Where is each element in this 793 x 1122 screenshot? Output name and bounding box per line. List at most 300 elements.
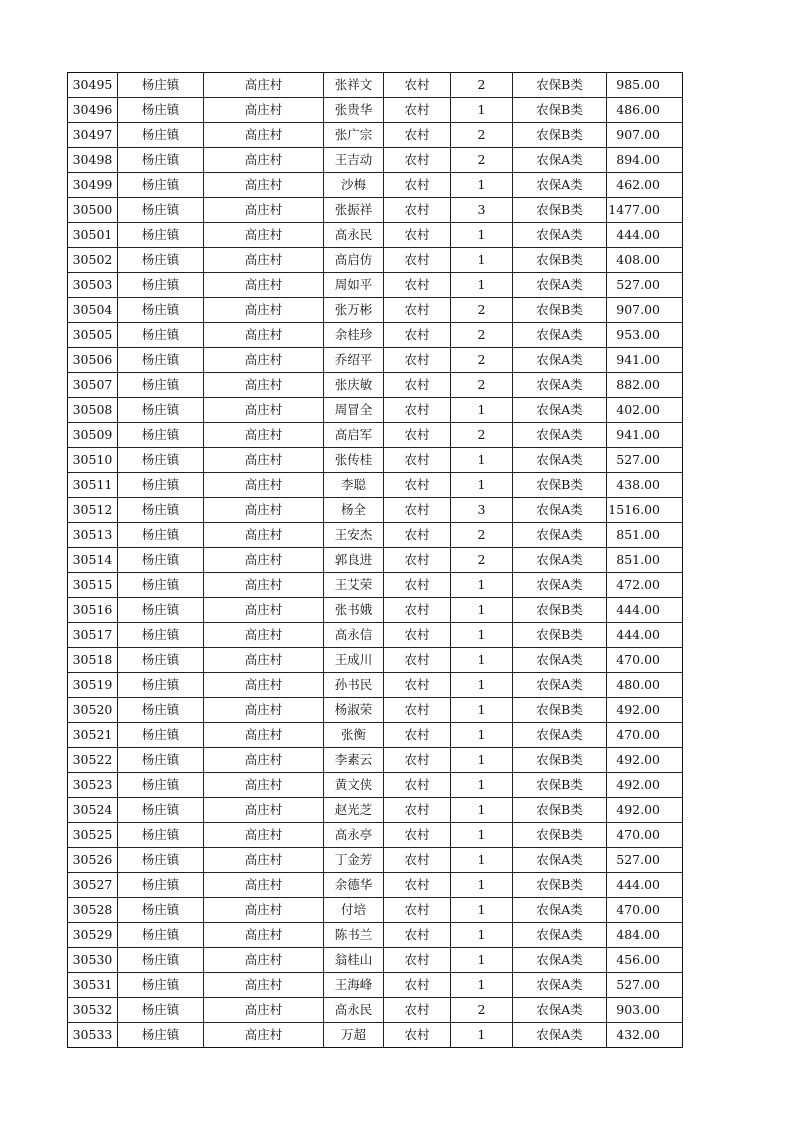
amount-cell: 1516.00 [607, 498, 683, 523]
category-cell: 农保B类 [513, 873, 607, 898]
record-id-cell: 30522 [68, 748, 118, 773]
table-row [68, 1023, 683, 1048]
count-cell: 1 [451, 598, 513, 623]
count-cell: 1 [451, 823, 513, 848]
count-cell: 1 [451, 748, 513, 773]
record-id-cell: 30519 [68, 673, 118, 698]
area-type-cell: 农村 [384, 273, 451, 298]
village-cell: 高庄村 [204, 373, 324, 398]
count-cell: 1 [451, 973, 513, 998]
count-cell: 1 [451, 1023, 513, 1048]
name-cell: 张衡 [324, 723, 384, 748]
town-cell: 杨庄镇 [118, 323, 204, 348]
town-cell: 杨庄镇 [118, 173, 204, 198]
table-row [68, 898, 683, 923]
table-row [68, 948, 683, 973]
area-type-cell: 农村 [384, 798, 451, 823]
category-cell: 农保B类 [513, 123, 607, 148]
record-id-cell: 30504 [68, 298, 118, 323]
table-row [68, 298, 683, 323]
category-cell: 农保A类 [513, 448, 607, 473]
count-cell: 2 [451, 73, 513, 98]
record-id-cell: 30495 [68, 73, 118, 98]
amount-cell: 462.00 [607, 173, 683, 198]
name-cell: 万超 [324, 1023, 384, 1048]
count-cell: 2 [451, 148, 513, 173]
record-id-cell: 30501 [68, 223, 118, 248]
count-cell: 2 [451, 523, 513, 548]
village-cell: 高庄村 [204, 698, 324, 723]
name-cell: 沙梅 [324, 173, 384, 198]
table-row [68, 398, 683, 423]
area-type-cell: 农村 [384, 923, 451, 948]
amount-cell: 486.00 [607, 98, 683, 123]
town-cell: 杨庄镇 [118, 498, 204, 523]
amount-cell: 527.00 [607, 848, 683, 873]
record-id-cell: 30498 [68, 148, 118, 173]
area-type-cell: 农村 [384, 423, 451, 448]
village-cell: 高庄村 [204, 173, 324, 198]
table-row [68, 873, 683, 898]
category-cell: 农保A类 [513, 498, 607, 523]
record-id-cell: 30518 [68, 648, 118, 673]
area-type-cell: 农村 [384, 448, 451, 473]
amount-cell: 882.00 [607, 373, 683, 398]
village-cell: 高庄村 [204, 948, 324, 973]
table-row [68, 273, 683, 298]
table-row [68, 923, 683, 948]
count-cell: 1 [451, 173, 513, 198]
town-cell: 杨庄镇 [118, 823, 204, 848]
count-cell: 1 [451, 698, 513, 723]
name-cell: 王海峰 [324, 973, 384, 998]
village-cell: 高庄村 [204, 548, 324, 573]
table-row [68, 548, 683, 573]
area-type-cell: 农村 [384, 773, 451, 798]
village-cell: 高庄村 [204, 148, 324, 173]
amount-cell: 432.00 [607, 1023, 683, 1048]
area-type-cell: 农村 [384, 348, 451, 373]
town-cell: 杨庄镇 [118, 898, 204, 923]
name-cell: 余桂珍 [324, 323, 384, 348]
village-cell: 高庄村 [204, 998, 324, 1023]
table-row [68, 473, 683, 498]
table-row [68, 423, 683, 448]
record-id-cell: 30531 [68, 973, 118, 998]
town-cell: 杨庄镇 [118, 748, 204, 773]
category-cell: 农保A类 [513, 348, 607, 373]
village-cell: 高庄村 [204, 473, 324, 498]
name-cell: 张贵华 [324, 98, 384, 123]
record-id-cell: 30514 [68, 548, 118, 573]
amount-cell: 527.00 [607, 973, 683, 998]
area-type-cell: 农村 [384, 698, 451, 723]
count-cell: 1 [451, 573, 513, 598]
record-id-cell: 30532 [68, 998, 118, 1023]
amount-cell: 492.00 [607, 748, 683, 773]
town-cell: 杨庄镇 [118, 198, 204, 223]
table-row [68, 723, 683, 748]
amount-cell: 480.00 [607, 673, 683, 698]
table-row [68, 573, 683, 598]
village-cell: 高庄村 [204, 73, 324, 98]
count-cell: 3 [451, 198, 513, 223]
data-table [67, 72, 683, 1048]
category-cell: 农保A类 [513, 323, 607, 348]
town-cell: 杨庄镇 [118, 873, 204, 898]
area-type-cell: 农村 [384, 898, 451, 923]
name-cell: 张庆敏 [324, 373, 384, 398]
town-cell: 杨庄镇 [118, 648, 204, 673]
count-cell: 2 [451, 548, 513, 573]
count-cell: 1 [451, 798, 513, 823]
name-cell: 张振祥 [324, 198, 384, 223]
record-id-cell: 30533 [68, 1023, 118, 1048]
amount-cell: 903.00 [607, 998, 683, 1023]
category-cell: 农保B类 [513, 623, 607, 648]
count-cell: 1 [451, 948, 513, 973]
village-cell: 高庄村 [204, 123, 324, 148]
town-cell: 杨庄镇 [118, 248, 204, 273]
category-cell: 农保A类 [513, 723, 607, 748]
name-cell: 杨淑荣 [324, 698, 384, 723]
area-type-cell: 农村 [384, 473, 451, 498]
record-id-cell: 30499 [68, 173, 118, 198]
table-row [68, 98, 683, 123]
category-cell: 农保A类 [513, 373, 607, 398]
area-type-cell: 农村 [384, 998, 451, 1023]
amount-cell: 438.00 [607, 473, 683, 498]
amount-cell: 1477.00 [607, 198, 683, 223]
record-id-cell: 30530 [68, 948, 118, 973]
count-cell: 1 [451, 873, 513, 898]
town-cell: 杨庄镇 [118, 423, 204, 448]
town-cell: 杨庄镇 [118, 848, 204, 873]
area-type-cell: 农村 [384, 173, 451, 198]
name-cell: 周冒全 [324, 398, 384, 423]
village-cell: 高庄村 [204, 848, 324, 873]
category-cell: 农保B类 [513, 598, 607, 623]
town-cell: 杨庄镇 [118, 948, 204, 973]
table-row [68, 623, 683, 648]
record-id-cell: 30510 [68, 448, 118, 473]
table-row [68, 748, 683, 773]
category-cell: 农保A类 [513, 223, 607, 248]
record-id-cell: 30524 [68, 798, 118, 823]
town-cell: 杨庄镇 [118, 223, 204, 248]
name-cell: 赵光芝 [324, 798, 384, 823]
table-row [68, 498, 683, 523]
category-cell: 农保A类 [513, 673, 607, 698]
town-cell: 杨庄镇 [118, 623, 204, 648]
name-cell: 王吉动 [324, 148, 384, 173]
amount-cell: 472.00 [607, 573, 683, 598]
area-type-cell: 农村 [384, 73, 451, 98]
amount-cell: 894.00 [607, 148, 683, 173]
record-id-cell: 30509 [68, 423, 118, 448]
amount-cell: 907.00 [607, 298, 683, 323]
village-cell: 高庄村 [204, 323, 324, 348]
record-id-cell: 30505 [68, 323, 118, 348]
category-cell: 农保A类 [513, 548, 607, 573]
table-row [68, 598, 683, 623]
town-cell: 杨庄镇 [118, 798, 204, 823]
category-cell: 农保A类 [513, 848, 607, 873]
amount-cell: 444.00 [607, 873, 683, 898]
name-cell: 张传桂 [324, 448, 384, 473]
count-cell: 1 [451, 248, 513, 273]
record-id-cell: 30512 [68, 498, 118, 523]
area-type-cell: 农村 [384, 823, 451, 848]
record-id-cell: 30500 [68, 198, 118, 223]
village-cell: 高庄村 [204, 448, 324, 473]
amount-cell: 985.00 [607, 73, 683, 98]
amount-cell: 444.00 [607, 598, 683, 623]
record-id-cell: 30508 [68, 398, 118, 423]
area-type-cell: 农村 [384, 548, 451, 573]
village-cell: 高庄村 [204, 573, 324, 598]
amount-cell: 402.00 [607, 398, 683, 423]
record-id-cell: 30515 [68, 573, 118, 598]
town-cell: 杨庄镇 [118, 73, 204, 98]
category-cell: 农保A类 [513, 973, 607, 998]
village-cell: 高庄村 [204, 248, 324, 273]
count-cell: 1 [451, 923, 513, 948]
category-cell: 农保B类 [513, 698, 607, 723]
area-type-cell: 农村 [384, 673, 451, 698]
area-type-cell: 农村 [384, 198, 451, 223]
category-cell: 农保B类 [513, 823, 607, 848]
area-type-cell: 农村 [384, 723, 451, 748]
category-cell: 农保A类 [513, 273, 607, 298]
table-row [68, 373, 683, 398]
village-cell: 高庄村 [204, 223, 324, 248]
table-row [68, 73, 683, 98]
count-cell: 1 [451, 898, 513, 923]
name-cell: 高永信 [324, 623, 384, 648]
area-type-cell: 农村 [384, 948, 451, 973]
area-type-cell: 农村 [384, 373, 451, 398]
area-type-cell: 农村 [384, 498, 451, 523]
record-id-cell: 30525 [68, 823, 118, 848]
area-type-cell: 农村 [384, 298, 451, 323]
record-id-cell: 30511 [68, 473, 118, 498]
village-cell: 高庄村 [204, 423, 324, 448]
amount-cell: 907.00 [607, 123, 683, 148]
record-id-cell: 30497 [68, 123, 118, 148]
record-id-cell: 30516 [68, 598, 118, 623]
town-cell: 杨庄镇 [118, 598, 204, 623]
table-row [68, 323, 683, 348]
table-row [68, 448, 683, 473]
town-cell: 杨庄镇 [118, 1023, 204, 1048]
amount-cell: 470.00 [607, 723, 683, 748]
town-cell: 杨庄镇 [118, 573, 204, 598]
table-row [68, 148, 683, 173]
name-cell: 张广宗 [324, 123, 384, 148]
category-cell: 农保A类 [513, 998, 607, 1023]
count-cell: 1 [451, 98, 513, 123]
table-row [68, 823, 683, 848]
table-row [68, 848, 683, 873]
area-type-cell: 农村 [384, 848, 451, 873]
name-cell: 李素云 [324, 748, 384, 773]
count-cell: 1 [451, 848, 513, 873]
name-cell: 王安杰 [324, 523, 384, 548]
count-cell: 1 [451, 273, 513, 298]
count-cell: 1 [451, 673, 513, 698]
record-id-cell: 30513 [68, 523, 118, 548]
amount-cell: 444.00 [607, 623, 683, 648]
amount-cell: 470.00 [607, 648, 683, 673]
table-body [68, 73, 683, 1048]
area-type-cell: 农村 [384, 1023, 451, 1048]
name-cell: 周如平 [324, 273, 384, 298]
town-cell: 杨庄镇 [118, 473, 204, 498]
area-type-cell: 农村 [384, 523, 451, 548]
town-cell: 杨庄镇 [118, 298, 204, 323]
area-type-cell: 农村 [384, 323, 451, 348]
town-cell: 杨庄镇 [118, 123, 204, 148]
table-row [68, 248, 683, 273]
table-row [68, 123, 683, 148]
count-cell: 1 [451, 773, 513, 798]
table-row [68, 798, 683, 823]
count-cell: 1 [451, 473, 513, 498]
record-id-cell: 30527 [68, 873, 118, 898]
count-cell: 1 [451, 648, 513, 673]
village-cell: 高庄村 [204, 98, 324, 123]
village-cell: 高庄村 [204, 873, 324, 898]
area-type-cell: 农村 [384, 98, 451, 123]
amount-cell: 527.00 [607, 273, 683, 298]
name-cell: 翁桂山 [324, 948, 384, 973]
name-cell: 张书娥 [324, 598, 384, 623]
amount-cell: 456.00 [607, 948, 683, 973]
town-cell: 杨庄镇 [118, 548, 204, 573]
count-cell: 2 [451, 123, 513, 148]
record-id-cell: 30523 [68, 773, 118, 798]
area-type-cell: 农村 [384, 748, 451, 773]
village-cell: 高庄村 [204, 198, 324, 223]
name-cell: 孙书民 [324, 673, 384, 698]
count-cell: 1 [451, 223, 513, 248]
area-type-cell: 农村 [384, 223, 451, 248]
record-id-cell: 30526 [68, 848, 118, 873]
village-cell: 高庄村 [204, 273, 324, 298]
area-type-cell: 农村 [384, 398, 451, 423]
name-cell: 李聪 [324, 473, 384, 498]
table-row [68, 698, 683, 723]
name-cell: 黄文侠 [324, 773, 384, 798]
village-cell: 高庄村 [204, 923, 324, 948]
amount-cell: 484.00 [607, 923, 683, 948]
town-cell: 杨庄镇 [118, 723, 204, 748]
town-cell: 杨庄镇 [118, 273, 204, 298]
amount-cell: 492.00 [607, 773, 683, 798]
village-cell: 高庄村 [204, 298, 324, 323]
name-cell: 丁金芳 [324, 848, 384, 873]
area-type-cell: 农村 [384, 873, 451, 898]
town-cell: 杨庄镇 [118, 98, 204, 123]
count-cell: 3 [451, 498, 513, 523]
count-cell: 2 [451, 323, 513, 348]
table-row [68, 348, 683, 373]
village-cell: 高庄村 [204, 523, 324, 548]
count-cell: 2 [451, 373, 513, 398]
table-row [68, 648, 683, 673]
record-id-cell: 30529 [68, 923, 118, 948]
category-cell: 农保B类 [513, 198, 607, 223]
village-cell: 高庄村 [204, 348, 324, 373]
name-cell: 高永民 [324, 223, 384, 248]
town-cell: 杨庄镇 [118, 923, 204, 948]
count-cell: 1 [451, 723, 513, 748]
amount-cell: 953.00 [607, 323, 683, 348]
category-cell: 农保A类 [513, 148, 607, 173]
category-cell: 农保B类 [513, 773, 607, 798]
category-cell: 农保A类 [513, 1023, 607, 1048]
category-cell: 农保B类 [513, 748, 607, 773]
count-cell: 2 [451, 423, 513, 448]
village-cell: 高庄村 [204, 773, 324, 798]
category-cell: 农保A类 [513, 948, 607, 973]
village-cell: 高庄村 [204, 648, 324, 673]
record-id-cell: 30503 [68, 273, 118, 298]
name-cell: 高启军 [324, 423, 384, 448]
area-type-cell: 农村 [384, 598, 451, 623]
count-cell: 1 [451, 448, 513, 473]
village-cell: 高庄村 [204, 673, 324, 698]
record-id-cell: 30507 [68, 373, 118, 398]
town-cell: 杨庄镇 [118, 148, 204, 173]
area-type-cell: 农村 [384, 573, 451, 598]
amount-cell: 492.00 [607, 798, 683, 823]
category-cell: 农保A类 [513, 398, 607, 423]
town-cell: 杨庄镇 [118, 973, 204, 998]
town-cell: 杨庄镇 [118, 998, 204, 1023]
town-cell: 杨庄镇 [118, 398, 204, 423]
amount-cell: 851.00 [607, 548, 683, 573]
village-cell: 高庄村 [204, 623, 324, 648]
category-cell: 农保B类 [513, 473, 607, 498]
village-cell: 高庄村 [204, 723, 324, 748]
area-type-cell: 农村 [384, 973, 451, 998]
record-id-cell: 30528 [68, 898, 118, 923]
record-id-cell: 30521 [68, 723, 118, 748]
name-cell: 王艾荣 [324, 573, 384, 598]
count-cell: 1 [451, 623, 513, 648]
name-cell: 高永民 [324, 998, 384, 1023]
category-cell: 农保A类 [513, 423, 607, 448]
amount-cell: 851.00 [607, 523, 683, 548]
table-row [68, 673, 683, 698]
table-row [68, 973, 683, 998]
name-cell: 乔绍平 [324, 348, 384, 373]
category-cell: 农保B类 [513, 298, 607, 323]
town-cell: 杨庄镇 [118, 698, 204, 723]
village-cell: 高庄村 [204, 823, 324, 848]
amount-cell: 941.00 [607, 348, 683, 373]
category-cell: 农保A类 [513, 648, 607, 673]
record-id-cell: 30506 [68, 348, 118, 373]
table-row [68, 998, 683, 1023]
town-cell: 杨庄镇 [118, 373, 204, 398]
village-cell: 高庄村 [204, 598, 324, 623]
town-cell: 杨庄镇 [118, 773, 204, 798]
area-type-cell: 农村 [384, 648, 451, 673]
table-row [68, 773, 683, 798]
